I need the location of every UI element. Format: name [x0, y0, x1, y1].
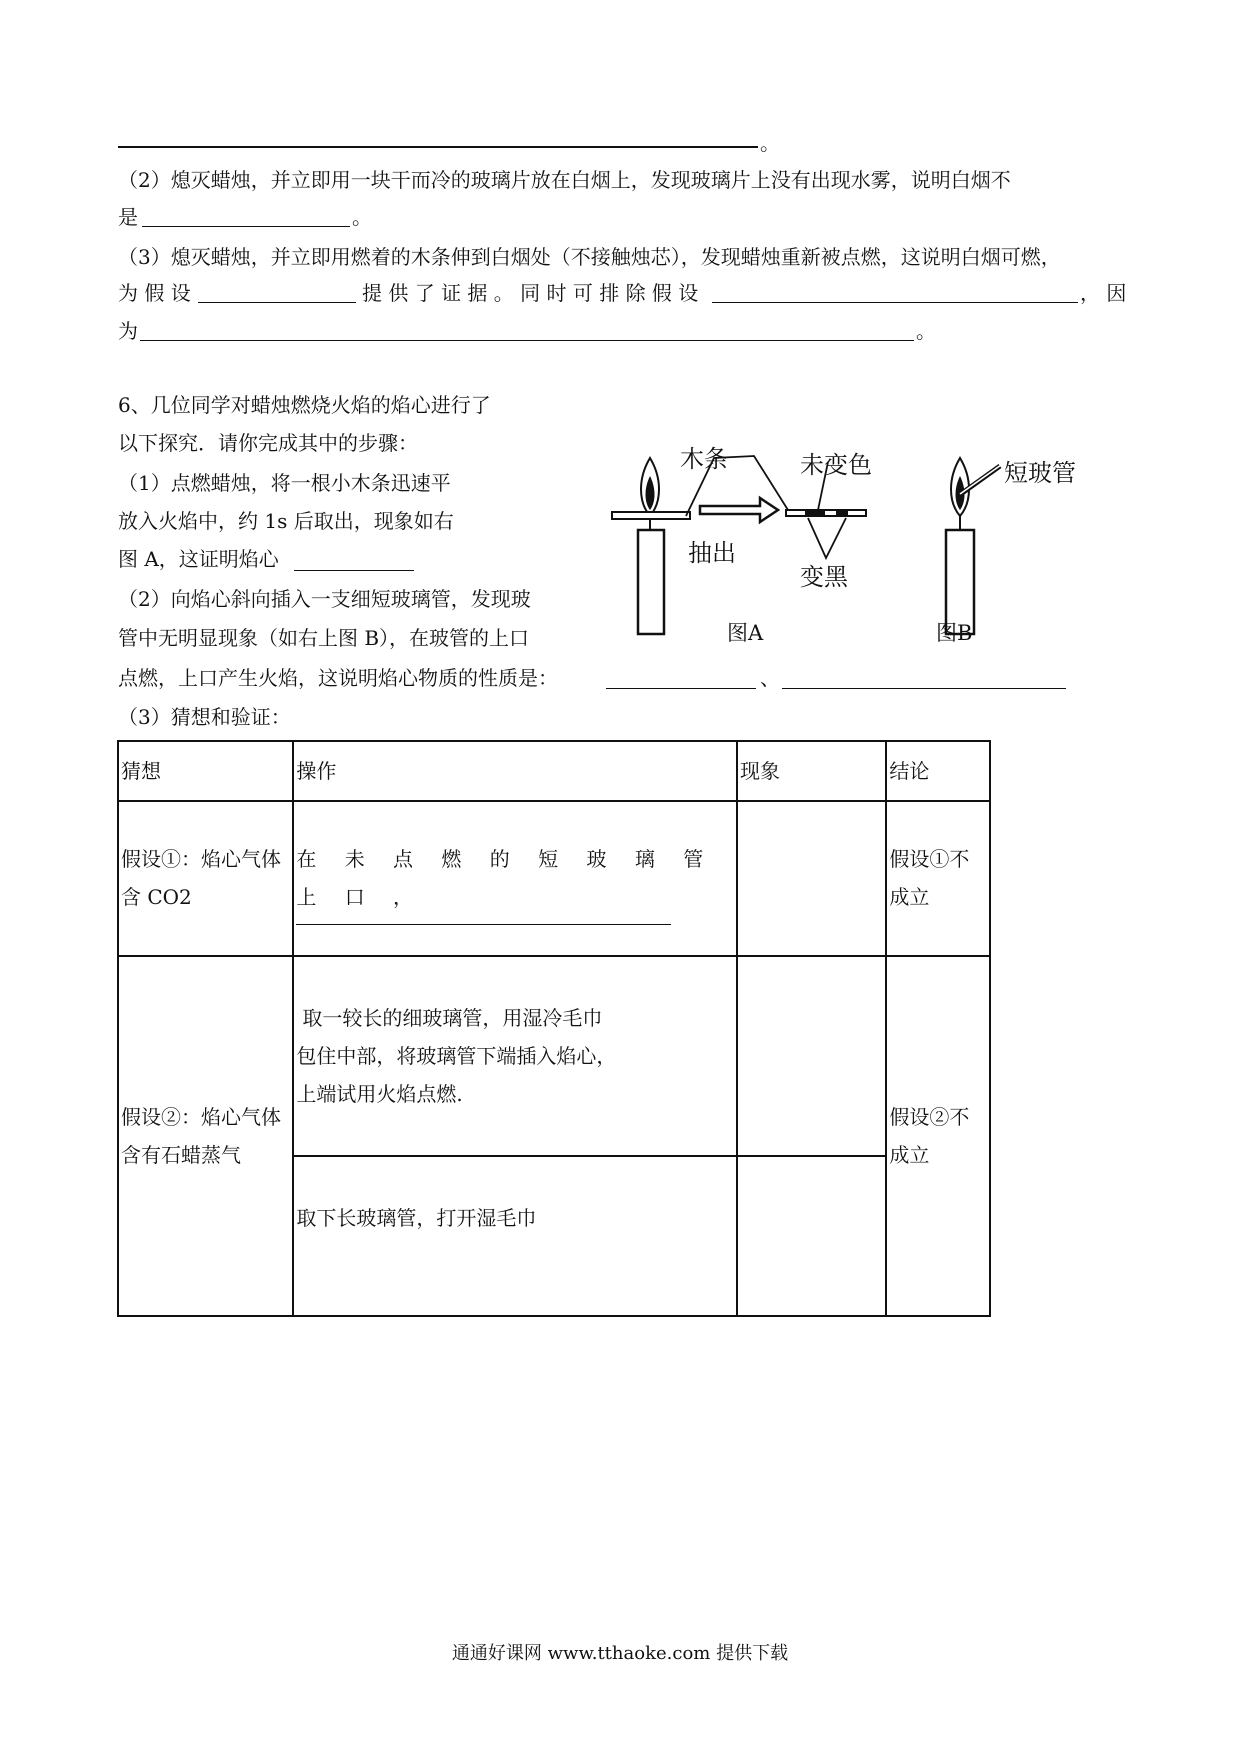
- q5-part2-end: 。: [352, 205, 372, 229]
- arrow-icon: [700, 498, 778, 522]
- row2-conclusion: 假设②不成立: [886, 956, 990, 1316]
- q6-intro-2: 以下探究．请你完成其中的步骤：: [118, 431, 418, 455]
- row2-guess: 假设②：焰心气体含有石蜡蒸气: [118, 956, 293, 1316]
- figure-caption-a: 图A: [727, 621, 764, 645]
- answer-blank-hypothesis-a[interactable]: [198, 302, 356, 303]
- candle-a: [612, 458, 690, 634]
- end-mark: 。: [760, 131, 780, 155]
- q6-step1-3: 图 A，这证明焰心: [118, 547, 279, 571]
- row1-operation: 在 未 点 燃 的 短 玻 璃 管 上 口 ，: [296, 847, 715, 909]
- row2-operation-2: 取下长玻璃管，打开湿毛巾: [293, 1156, 737, 1316]
- q6-step1-1: （1）点燃蜡烛，将一根小木条迅速平: [118, 471, 451, 495]
- footer-text: 通通好课网 www.tthaoke.com 提供下载: [451, 1643, 789, 1664]
- header-conclusion: 结论: [886, 741, 990, 801]
- row1-guess: 假设①：焰心气体含 CO2: [118, 801, 293, 956]
- q5-part3-c: ， 因: [1080, 281, 1127, 305]
- figure-label-stick: 木条: [680, 445, 728, 473]
- header-operation: 操作: [293, 741, 737, 801]
- answer-blank-hypothesis-b[interactable]: [712, 302, 1078, 303]
- q5-part3-b: 提 供 了 证 据 。 同 时 可 排 除 假 设: [362, 281, 699, 305]
- row2-operation-1-line3: 上端试用火焰点燃.: [296, 1082, 463, 1106]
- answer-blank-flame-core[interactable]: [294, 570, 414, 571]
- row2-phenomenon-1[interactable]: [737, 956, 886, 1156]
- row2-phenomenon-2[interactable]: [737, 1156, 886, 1316]
- verification-table: [117, 740, 991, 1317]
- figure-label-black: 变黑: [800, 563, 848, 591]
- figure-label-tube: 短玻管: [1004, 459, 1076, 487]
- q5-part3-text: （3）熄灭蜡烛，并立即用燃着的木条伸到白烟处（不接触烛芯），发现蜡烛重新被点燃，这说明白烟可燃，: [118, 245, 1061, 269]
- q5-part3-a: 为 假 设: [118, 281, 191, 305]
- q5-part2-text: （2）熄灭蜡烛，并立即用一块干而冷的玻璃片放在白烟上，发现玻璃片上没有出现水雾，说明白烟不: [118, 168, 1011, 192]
- q5-part3-end: 。: [916, 319, 936, 343]
- row2-operation-1-line1: 取一较长的细玻璃管，用湿冷毛巾: [302, 1006, 603, 1030]
- q6-step2-sep: 、: [760, 666, 780, 690]
- header-phenomenon: 现象: [737, 741, 886, 801]
- answer-blank-row1-operation[interactable]: [296, 916, 671, 925]
- q6-step3: （3）猜想和验证：: [118, 705, 291, 729]
- answer-blank-top[interactable]: [118, 146, 758, 148]
- answer-blank-part2[interactable]: [142, 226, 350, 227]
- row2-operation-1-line2: 包住中部，将玻璃管下端插入焰心，: [296, 1044, 617, 1068]
- answer-blank-property-1[interactable]: [606, 688, 756, 689]
- row1-conclusion: 假设①不成立: [886, 801, 990, 956]
- q6-step1-2: 放入火焰中，约 1s 后取出，现象如右: [118, 509, 454, 533]
- row1-phenomenon[interactable]: [737, 801, 886, 956]
- q6-step2-2: 管中无明显现象（如右上图 B），在玻管的上口: [118, 626, 530, 650]
- figure-label-pull: 抽出: [688, 539, 736, 567]
- answer-blank-reason[interactable]: [140, 340, 914, 341]
- q5-part3-cont: 为: [118, 319, 138, 343]
- q6-step2-3: 点燃，上口产生火焰，这说明焰心物质的性质是：: [118, 666, 558, 690]
- answer-blank-property-2[interactable]: [782, 688, 1066, 689]
- figure-caption-b: 图B: [936, 621, 973, 645]
- q5-part2-cont: 是: [118, 205, 138, 229]
- header-guess: 猜想: [118, 741, 293, 801]
- q6-step2-1: （2）向焰心斜向插入一支细短玻璃管，发现玻: [118, 587, 531, 611]
- figure-label-unchanged: 未变色: [800, 451, 872, 479]
- q6-intro-1: 6、几位同学对蜡烛燃烧火焰的焰心进行了: [118, 393, 491, 417]
- candle-b: [946, 458, 1001, 634]
- row1-operation-cell: [293, 801, 737, 956]
- row2-operation-1-cell: [293, 956, 737, 1156]
